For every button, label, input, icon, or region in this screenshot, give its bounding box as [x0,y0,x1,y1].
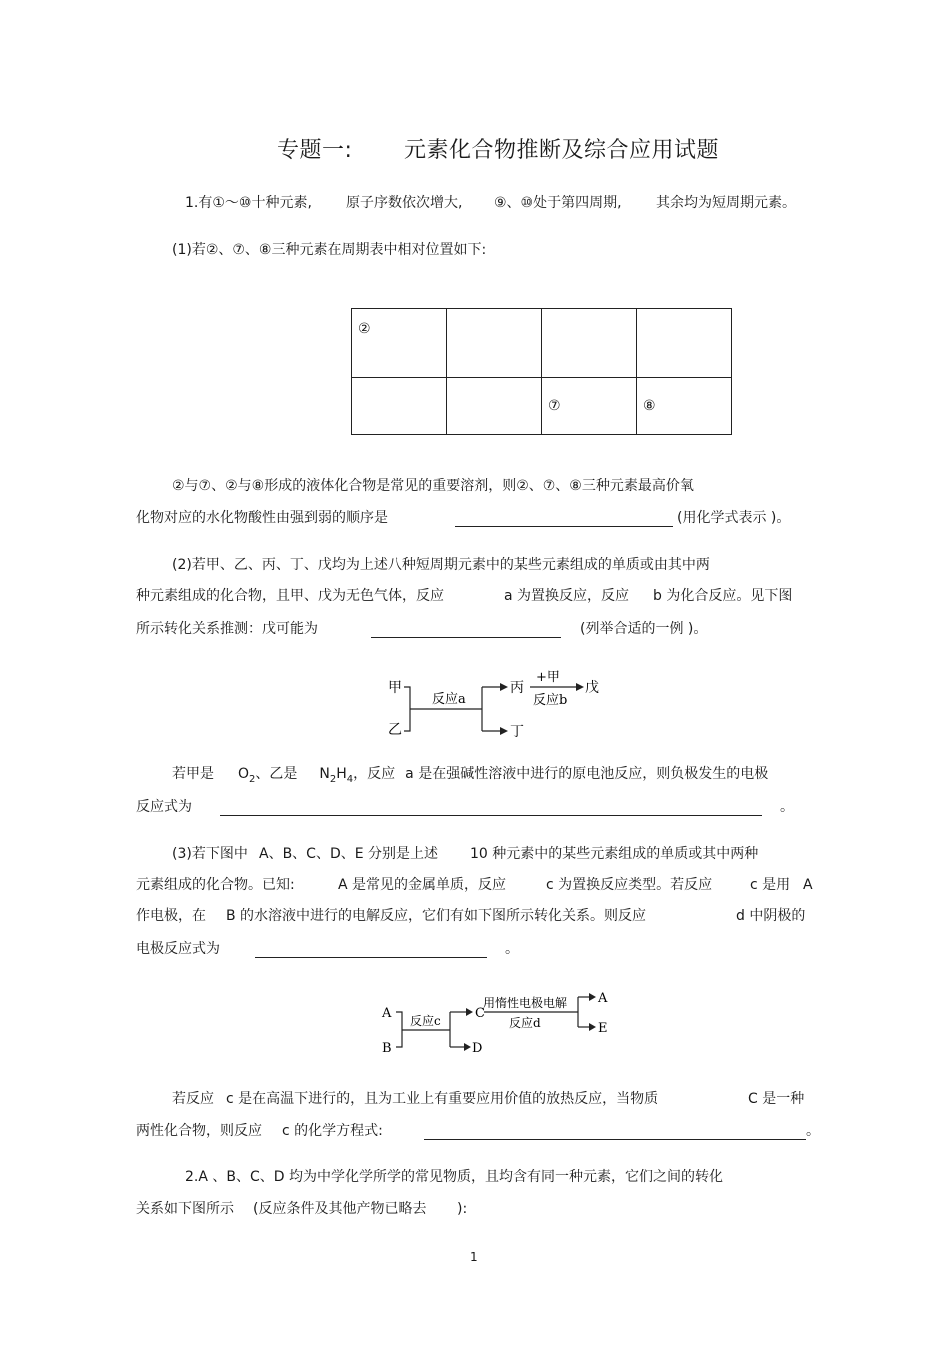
q1-part3-line5b: c 是在高温下进行的，且为工业上有重要应用价值的放热反应，当物质 [226,1091,659,1107]
q1-part1-stem: (1)若②、⑦、⑧三种元素在周期表中相对位置如下: [172,242,487,258]
q1-part3-line3b: B 的水溶液中进行的电解反应，它们有如下图所示转化关系。则反应 [226,908,647,924]
q1-part1-line1: ②与⑦、②与⑧形成的液体化合物是常见的重要溶剂，则②、⑦、⑧三种元素最高价氧 [172,478,694,494]
diag1-wu: 戊 [585,680,599,696]
page-number: 1 [470,1250,478,1264]
q1-part3-line5c: C 是一种 [748,1091,805,1107]
diag2-fanying-c: 反应c [410,1014,441,1028]
diag1-yi: 乙 [388,722,402,738]
diag2-D: D [472,1041,483,1056]
q1-part2-line3b: (列举合适的一例 )。 [580,621,708,637]
diag1-jia: 甲 [388,680,402,696]
diag1-fanying-a: 反应a [432,692,466,707]
table-cell-empty [542,309,637,378]
q1-part3-line2d: c 是用 [750,877,791,893]
diag1-fanying-b: 反应b [533,693,568,708]
q1-part3-line2c: c 为置换反应类型。若反应 [546,877,713,893]
table-cell-empty [447,309,542,378]
q1-part3-line1c: 10 种元素中的某些元素组成的单质或其中两种 [470,846,759,862]
periodic-table-fragment [351,308,732,435]
diag2-electrolysis: 用惰性电极电解 [483,996,568,1010]
q1-part3-line4a: 电极反应式为 [136,941,220,957]
q1-part3-line2a: 元素组成的化合物。已知: [136,877,295,893]
q1-intro-d: 其余均为短周期元素。 [656,195,796,211]
q1-part3-line6a: 两性化合物，则反应 [136,1123,262,1139]
q1-part2-line2b: a 为置换反应，反应 [504,588,630,604]
answer-blank-anode-reaction[interactable] [220,799,762,816]
answer-blank-acid-order[interactable] [455,510,673,527]
q1-part2-line2a: 种元素组成的化合物，且甲、戊为无色气体，反应 [136,588,444,604]
diag2-A: A [382,1006,392,1021]
q1-part2-line5a: 反应式为 [136,799,192,815]
q2-line2c: ): [457,1201,468,1217]
q1-intro-a: 1.有①～⑩十种元素, [185,195,312,211]
q1-part2-line4: 若甲是 $O_2$、乙是 $N_2H_4$，反应 a 是在强碱性溶液中进行的原电池反应，则负极发生的电极 [172,766,769,785]
q1-part3-line2b: A 是常见的金属单质，反应 [338,877,507,893]
q1-part3-line3c: d 中阴极的 [736,908,806,924]
diag1-ding: 丁 [510,724,524,740]
table-cell-empty [637,309,732,378]
table-cell-empty [352,378,447,435]
diag2-out-E: E [598,1021,608,1036]
q1-part2-line5b: 。 [780,799,794,815]
q2-line2a: 关系如下图所示 [136,1201,234,1217]
q2-line2b: (反应条件及其他产物已略去 [253,1201,427,1217]
q1-part3-line6b: c 的化学方程式: [282,1123,383,1139]
q1-part3-line3a: 作电极，在 [136,908,206,924]
page-title: 元素化合物推断及综合应用试题 [404,138,720,163]
diag2-fanying-d: 反应d [509,1016,541,1030]
q1-part3-line1a: (3)若下图中 [172,846,248,862]
q1-part3-line2e: A [803,877,813,893]
diag1-bing: 丙 [510,680,524,696]
q1-part3-line5a: 若反应 [172,1091,214,1107]
q1-intro-c: ⑨、⑩处于第四周期, [494,195,622,211]
table-cell-empty [447,378,542,435]
answer-blank-cathode-reaction[interactable] [255,941,487,958]
q1-part3-line6c: 。 [806,1123,820,1139]
answer-blank-wu[interactable] [371,621,561,638]
q1-part3-line1b: A、B、C、D、E 分别是上述 [259,846,439,862]
q1-intro-b: 原子序数依次增大, [346,195,463,211]
title-part1: 专题一: [277,138,353,163]
diag2-out-A: A [598,991,608,1006]
q1-part1-line2a: 化物对应的水化物酸性由强到弱的顺序是 [136,510,388,526]
q1-part3-line4b: 。 [505,941,519,957]
q2-line1: 2.A 、B、C、D 均为中学化学所学的常见物质，且均含有同一种元素，它们之间的转化 [185,1169,723,1185]
reaction-diagram-1 [380,664,610,740]
table-cell-element-2: ② [352,309,447,378]
table-cell-element-7: ⑦ [542,378,637,435]
q1-part2-line1: (2)若甲、乙、丙、丁、戊均为上述八种短周期元素中的某些元素组成的单质或由其中两 [172,557,710,573]
q1-part1-line2b: (用化学式表示 )。 [677,510,791,526]
q1-part2-line2c: b 为化合反应。见下图 [653,588,793,604]
diag2-B: B [382,1041,392,1056]
diag1-plus-jia: +甲 [536,670,560,685]
q1-part2-line3a: 所示转化关系推测：戊可能为 [136,621,318,637]
reaction-diagram-2 [376,985,616,1061]
table-cell-element-8: ⑧ [637,378,732,435]
answer-blank-equation[interactable] [424,1123,806,1140]
diag2-C: C [475,1006,485,1021]
